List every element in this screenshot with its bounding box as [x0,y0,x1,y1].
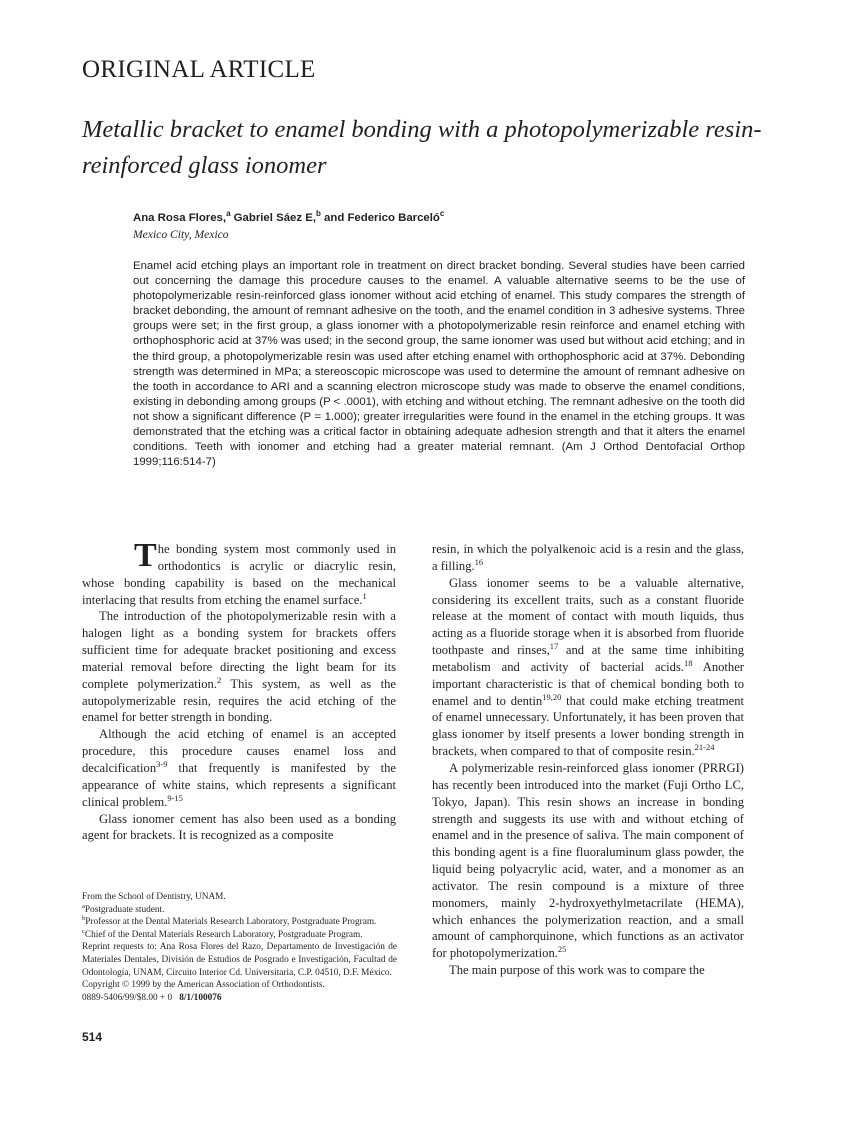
body-column-right [432,541,744,979]
paragraph-text: Although the acid etching of enamel is an accepted procedure, this procedure causes enamel loss and decalcification [82,727,396,775]
reference-mark: 18 [684,657,693,668]
section-label: ORIGINAL ARTICLE [82,56,316,83]
drop-cap: T [134,537,157,574]
body-paragraph [82,537,396,608]
footnote-c: $^c$Chief of the Dental Materials Research Laboratory, Postgraduate Program. [82,927,363,940]
paragraph-text: A polymerizable resin-reinforced glass ionomer (PRRGI) has recently been introduced into the market (Fuji Ortho LC, Tokyo, Japan). This resin shows an increase in bonding strength and suggests its use with and without etching of enamel and in the presence of saliva. The main component of this bonding agent is a fine fluoraluminum glass powder, the liquid being polyacrylic acid, water, and a monomer as an activator. The resin compound is a mixture of three monomers, mainly 2-hydroxyethylmetacrilate (HEMA), which enhances the polymerization reaction, and a small amount of camphorquinone, which functions as an activator for photopolymerization. [432,760,744,961]
footnote-code: 0889-5406/99/$8.00 + 0 8/1/100076 [82,992,222,1003]
body-column-left [82,537,396,844]
reference-mark: 25 [557,944,567,955]
body-paragraph [82,608,396,726]
paragraph-text: that frequently is manifested by the appearance of white stains, which represents a significant clinical problem. [82,760,396,809]
paragraph-text: that could make etching treatment of enamel unnecessary. Unfortunately, it has been proven that glass ionomer by itself presents a lower bonding strength in brackets, when compared to that of composite resin. [432,693,745,759]
paragraph-text: Glass ionomer seems to be a valuable alternative, considering its excellent traits, such as a constant fluoride release at the moment of contact with mouth liquids, thus acting as a fluoride storage when it is absorbed from fluoride toothpaste and rinses, [432,575,744,658]
author-name: and Federico Barceló [320,211,440,224]
footnote-reprint: Reprint requests to: Ana Rosa Flores del Razo, Departamento de Investigación de Materiales Dentales, División de Estudios de Posgrado e Investigación, Facultad de Odontología, UNAM, Circuito Interior Cd. Universitaria, C.P. 04510, D.F. México. [82,942,397,978]
body-paragraph [82,726,396,810]
paragraph-text: The introduction of the photopolymerizable resin with a halogen light as a bonding system for brackets offers sufficient time for adequate bracket positioning and excess material removal before directing the light beam for its complete polymerization. [82,609,396,691]
paragraph-text: he bonding system most commonly used in orthodontics is acrylic or diacrylic resin, whose bonding capability is based on the mechanical interlacing that results from etching the enamel surface. [82,542,396,607]
reference-mark: 9-15 [167,792,183,803]
footnote-a: $^a$Postgraduate student. [82,902,165,915]
author-name: Ana Rosa Flores, [133,211,227,224]
paragraph-text: This system, as well as the autopolymerizable resin, requires the acid etching of the enamel for better strength in bonding. [82,676,396,725]
body-paragraph [432,760,744,962]
author-line [133,209,444,224]
article-title: Metallic bracket to enamel bonding with a photopolymerizable resin-reinforced glass ionomer [82,116,762,179]
body-paragraph [432,541,744,575]
footnote-from: From the School of Dentistry, UNAM. [82,892,226,902]
affiliation: Mexico City, Mexico [133,228,229,241]
abstract: Enamel acid etching plays an important role in treatment on direct bracket bonding. Several studies have been carried out concerning the damage this procedure causes to the enamel. A valuable alternative seems to be the use of photopolymerizable resin-reinforced glass ionomer without acid etching of enamel. This study compares the strength of bracket debonding, the amount of remnant adhesive on the tooth, and the enamel condition in 3 adhesive systems. Three groups were set; in the first group, a glass ionomer with a photopolymerizable resin reinforce and enamel etching with orthophosphoric acid at 37% was used; in the second group, the same ionomer was used but without acid etching; and in the third group, a photopolymerizable resin was used after etching enamel with orthophosphoric acid at 37%. Debonding strength was determined in MPa; a stereoscopic microscope was used to determine the amount of remnant adhesive on the tooth in accordance to ARI and a scanning electron microscope study was made to observe the enamel conditions, existing in debonding among groups (P < .0001), with etching and without etching. The remnant adhesive on the tooth did not show a significant difference (P = 1.000); greater irregularities were found in the enamel in the etching groups. It was demonstrated that the etching was a critical factor in obtaining adequate adhesion strength and that it alters the enamel conditions. Teeth with ionomer and etching had a greater material remnant. (Am J Orthod Dentofacial Orthop 1999;116:514-7) [133,260,745,469]
paragraph-text: resin, in which the polyalkenoic acid is a resin and the glass, a filling. [432,542,744,573]
body-paragraph [432,962,744,979]
paragraph-text: Glass ionomer cement has also been used as a bonding agent for brackets. It is recognized as a composite [82,811,396,843]
author-mark: c [439,209,445,218]
footnotes [82,891,397,1004]
body-paragraph [82,811,396,845]
body-paragraph [432,575,744,760]
author-mark: a [226,209,231,218]
paragraph-text: The main purpose of this work was to compare the [449,963,705,978]
reference-mark: 21-24 [694,741,715,752]
footnote-b: $^b$Professor at the Dental Materials Research Laboratory, Postgraduate Program. [82,915,377,928]
author-name: Gabriel Sáez E, [230,211,316,224]
reference-mark: 17 [549,640,559,651]
reference-mark: 2 [216,674,222,685]
reference-mark: 1 [362,590,367,601]
author-mark: b [315,209,321,218]
page-number: 514 [82,1030,103,1044]
paragraph-text: Another important characteristic is that of chemical bonding both to enamel and to dentin [432,659,744,708]
reference-mark: 16 [474,556,484,567]
reference-mark: 3-9 [156,758,168,769]
reference-mark: 19,20 [542,691,562,702]
footnote-copyright: Copyright © 1999 by the American Association of Orthodontists. [82,980,325,991]
paragraph-text: and at the same time inhibiting metabolism and activity of bacterial acids. [432,643,744,674]
